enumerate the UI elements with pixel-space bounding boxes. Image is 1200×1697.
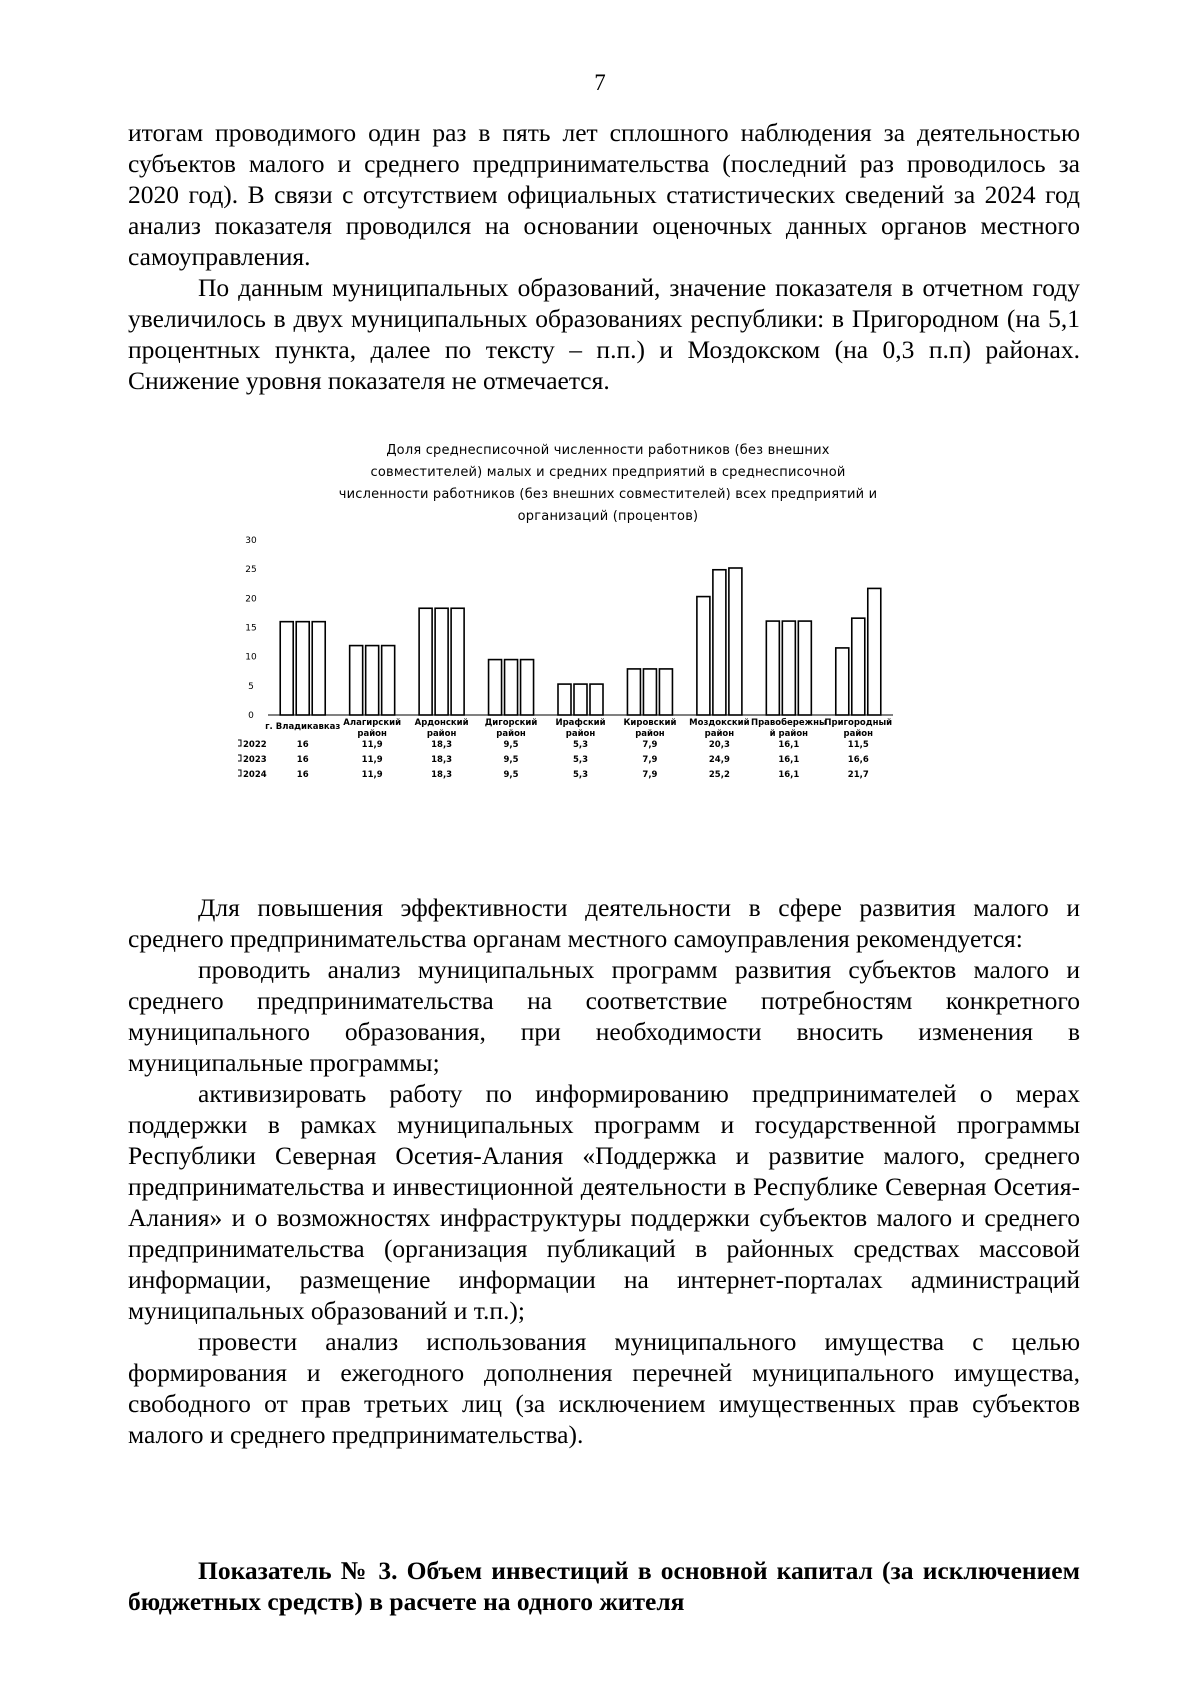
chart-title-line: совместителей) малых и средних предприятий в среднесписочной xyxy=(370,465,846,480)
data-label: 7,9 xyxy=(642,770,658,780)
bar-2023 xyxy=(782,621,795,715)
category-label: Дигорский xyxy=(484,718,538,728)
bar-2024 xyxy=(312,622,325,715)
chart-title-line: организаций (процентов) xyxy=(517,509,699,524)
legend-swatch xyxy=(238,740,241,746)
paragraph: итогам проводимого один раз в пять лет сплошного наблюдения за деятельностью субъектов малого и среднего предпринимательства (последний раз проводилось за 2020 год). В связи с отсутствием официальных статистических сведений за 2024 год анализ показателя проводился на основании оценочных данных органов местного самоуправления. xyxy=(128,118,1080,271)
paragraph: По данным муниципальных образований, значение показателя в отчетном году увеличилось в двух муниципальных образованиях республики: в Пригородном (на 5,1 процентных пункта, далее по тексту – п.п.) и Моздокском (на 0,3 п.п) районах. Снижение уровня показателя не отмечается. xyxy=(128,273,1080,395)
data-label: 25,2 xyxy=(708,770,730,780)
legend-label: 2024 xyxy=(243,770,267,780)
data-label: 16,1 xyxy=(778,740,800,750)
category-label: г. Владикавказ xyxy=(265,722,341,732)
chart-title-line: Доля среднесписочной численности работников (без внешних xyxy=(386,443,830,458)
category-label: район xyxy=(704,729,735,739)
bar-2024 xyxy=(868,588,881,715)
data-label: 24,9 xyxy=(708,755,730,765)
data-label: 9,5 xyxy=(503,755,519,765)
data-label: 18,3 xyxy=(431,755,453,765)
bar-2022 xyxy=(489,660,502,715)
bar-2024 xyxy=(382,646,395,715)
section-heading: Показатель № 3. Объем инвестиций в основной капитал (за исключением бюджетных средств) в расчете на одного жителя xyxy=(128,1556,1080,1616)
bar-2023 xyxy=(366,646,379,715)
bar-2022 xyxy=(766,621,779,715)
data-label: 9,5 xyxy=(503,740,519,750)
y-tick-label: 5 xyxy=(248,681,254,692)
data-label: 5,3 xyxy=(572,770,589,780)
y-tick-label: 15 xyxy=(245,623,257,634)
legend-swatch xyxy=(238,770,241,776)
data-label: 21,7 xyxy=(847,770,869,780)
category-label: Кировский xyxy=(623,718,677,728)
category-label: Моздокский xyxy=(689,718,750,728)
category-label: Ардонский xyxy=(414,718,469,728)
data-label: 7,9 xyxy=(642,740,658,750)
y-tick-label: 0 xyxy=(248,711,254,721)
bar-2023 xyxy=(574,684,587,715)
y-tick-label: 30 xyxy=(245,536,257,546)
data-label: 16,1 xyxy=(778,755,800,765)
bar-2024 xyxy=(451,608,464,715)
text-block-recommendations xyxy=(128,892,1080,1450)
y-tick-label: 25 xyxy=(245,565,257,576)
category-label: район xyxy=(426,729,457,739)
chart-title-line: численности работников (без внешних совместителей) всех предприятий и xyxy=(338,487,878,502)
y-tick-label: 10 xyxy=(245,652,257,663)
data-label: 7,9 xyxy=(642,755,658,765)
category-label: Правобережны xyxy=(750,718,827,728)
data-label: 16 xyxy=(296,740,309,750)
data-label: 11,9 xyxy=(361,770,383,780)
bar-2023 xyxy=(852,618,865,715)
bar-2022 xyxy=(558,684,571,715)
category-label: район xyxy=(635,729,665,739)
bar-2024 xyxy=(729,568,742,715)
paragraph: провести анализ использования муниципального имущества с целью формирования и ежегодного дополнения перечней муниципального имущества, свободного от прав третьих лиц (за исключением имущественных прав субъектов малого и среднего предпринимательства). xyxy=(128,1327,1080,1449)
category-label: район xyxy=(565,729,596,739)
bar-2024 xyxy=(521,660,534,715)
bar-2022 xyxy=(697,597,710,715)
bar-2024 xyxy=(590,684,603,715)
bar-2022 xyxy=(350,646,363,715)
bar-2022 xyxy=(836,648,849,715)
bar-2023 xyxy=(296,622,309,715)
legend-swatch xyxy=(238,755,241,761)
bar-2022 xyxy=(627,669,640,715)
paragraph: проводить анализ муниципальных программ развития субъектов малого и среднего предпринимательства на соответствие потребностям конкретного муниципального образования, при необходимости вносить изменения в муниципальные программы; xyxy=(128,955,1080,1077)
text-block-top xyxy=(128,117,1080,396)
data-label: 16,1 xyxy=(778,770,800,780)
legend-label: 2023 xyxy=(243,755,267,765)
data-label: 5,3 xyxy=(572,740,589,750)
bar-2023 xyxy=(505,660,518,715)
bar-2022 xyxy=(419,608,432,715)
category-label: Алагирский xyxy=(343,718,402,728)
bar-2023 xyxy=(435,608,448,715)
category-label: район xyxy=(496,729,526,739)
data-label: 16 xyxy=(296,755,309,765)
data-label: 16,6 xyxy=(847,755,869,765)
data-label: 11,5 xyxy=(847,740,869,750)
data-label: 20,3 xyxy=(708,740,730,750)
category-label: Пригородный xyxy=(824,718,893,728)
data-label: 16 xyxy=(296,770,309,780)
bar-2022 xyxy=(280,622,293,715)
data-label: 11,9 xyxy=(361,740,383,750)
bar-2023 xyxy=(713,570,726,715)
paragraph: Для повышения эффективности деятельности в сфере развития малого и среднего предпринимательства органам местного самоуправления рекомендуется: xyxy=(128,893,1080,953)
page-number: 7 xyxy=(594,70,606,95)
data-label: 18,3 xyxy=(431,740,453,750)
bar-2024 xyxy=(659,669,672,715)
data-label: 5,3 xyxy=(572,755,589,765)
bar-2024 xyxy=(798,621,811,715)
bar-chart xyxy=(238,440,978,860)
data-label: 9,5 xyxy=(503,770,519,780)
data-label: 18,3 xyxy=(431,770,453,780)
data-label: 11,9 xyxy=(361,755,383,765)
paragraph: активизировать работу по информированию предпринимателей о мерах поддержки в рамках муниципальных программ и государственной программы Республики Северная Осетия-Алания «Поддержка и развитие малого, среднего предпринимательства и инвестиционной деятельности в Республике Северная Осетия-Алания» и о возможностях инфраструктуры поддержки субъектов малого и среднего предпринимательства (организация публикаций в районных средствах массовой информации, размещение информации на интернет-порталах администраций муниципальных образований и т.п.); xyxy=(128,1079,1080,1325)
legend-label: 2022 xyxy=(243,740,267,750)
category-label: й район xyxy=(769,729,809,739)
category-label: район xyxy=(843,729,874,739)
y-tick-label: 20 xyxy=(245,594,257,605)
bar-2023 xyxy=(643,669,656,715)
category-label: район xyxy=(357,729,387,739)
chart-plot xyxy=(238,440,978,860)
category-label: Ирафский xyxy=(555,718,606,728)
